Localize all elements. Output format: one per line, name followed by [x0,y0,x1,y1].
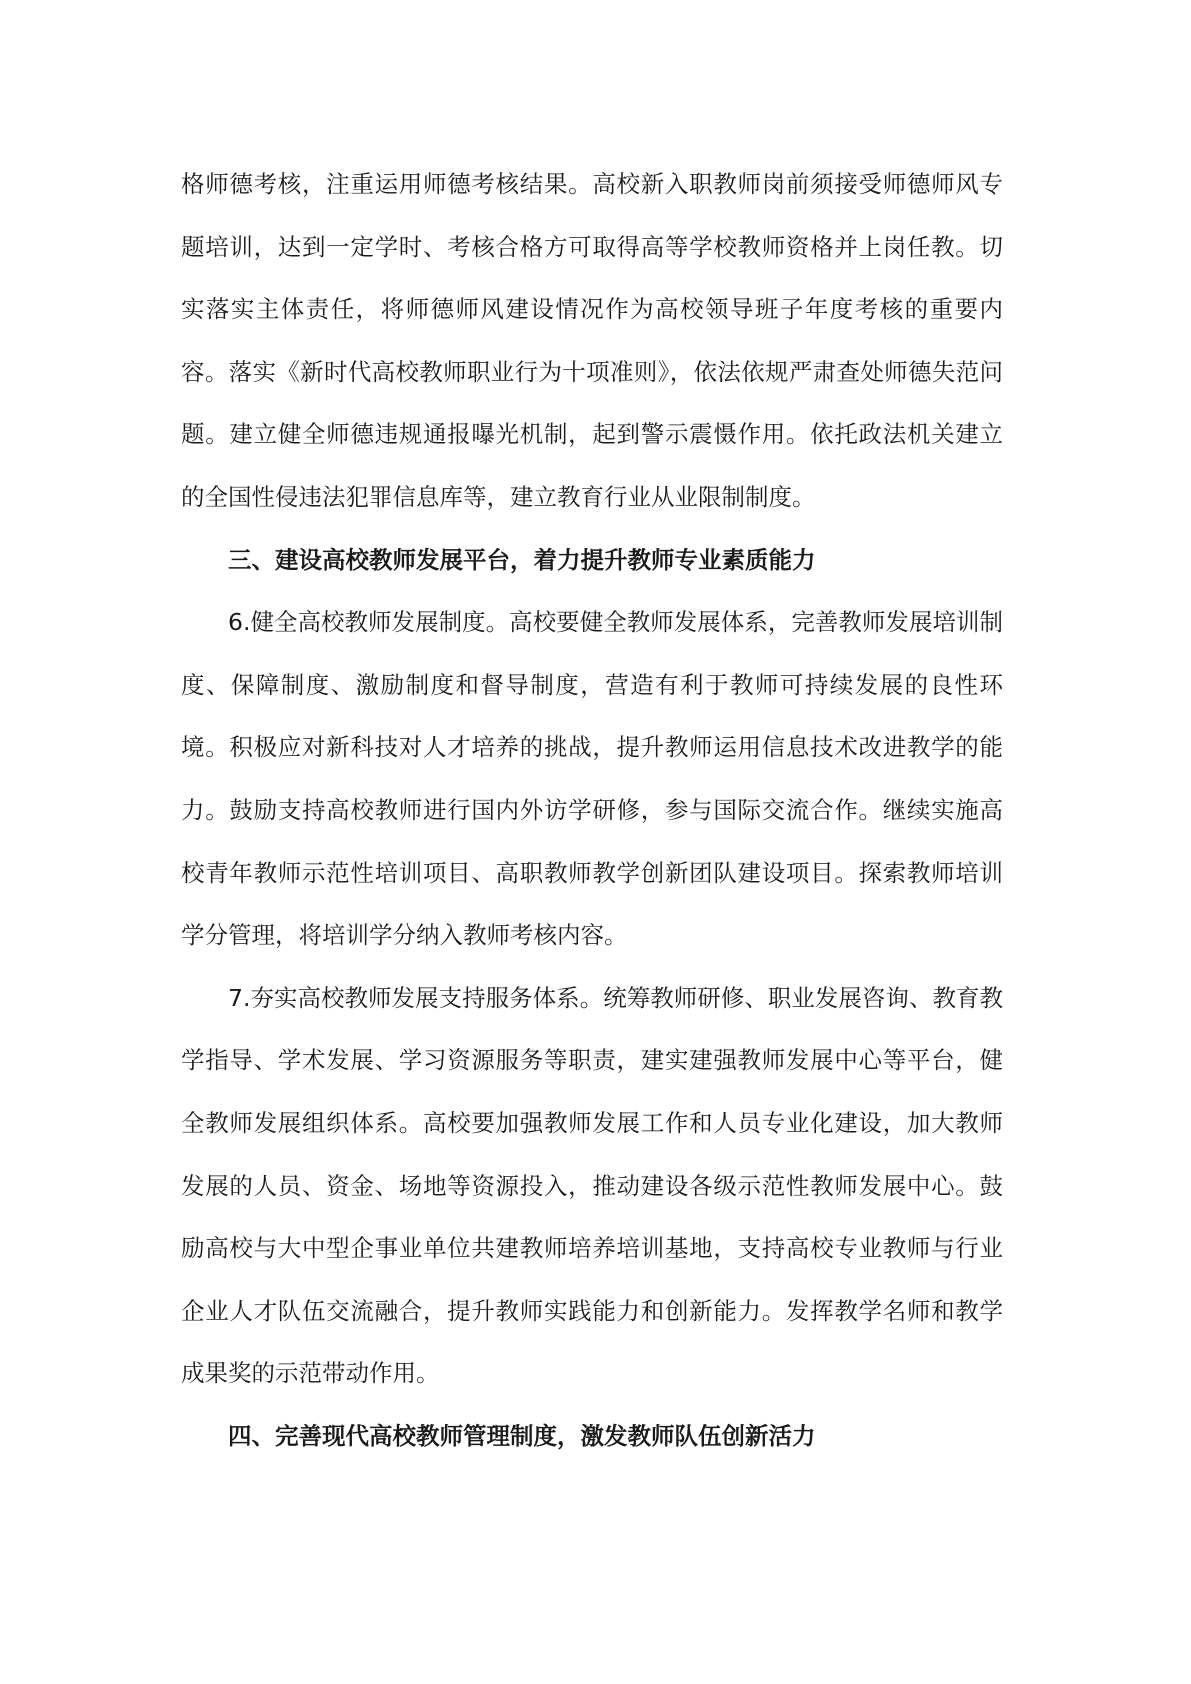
document-body [181,153,1003,1467]
paragraph-item-7: 7.夯实高校教师发展支持服务体系。统筹教师研修、职业发展咨询、教育教学指导、学术发展、学习资源服务等职责，建实建强教师发展中心等平台，健全教师发展组织体系。高校要加强教师发展工作和人员专业化建设，加大教师发展的人员、资金、场地等资源投入，推动建设各级示范性教师发展中心。鼓励高校与大中型企事业单位共建教师培养培训基地，支持高校专业教师与行业企业人才队伍交流融合，提升教师实践能力和创新能力。发挥教学名师和教学成果奖的示范带动作用。 [181,983,1003,1388]
paragraph-ethics-assessment: 格师德考核，注重运用师德考核结果。高校新入职教师岗前须接受师德师风专题培训，达到一定学时、考核合格方可取得高等学校教师资格并上岗任教。切实落实主体责任，将师德师风建设情况作为高校领导班子年度考核的重要内容。落实《新时代高校教师职业行为十项准则》，依法依规严肃查处师德失范问题。建立健全师德违规通报曝光机制，起到警示震慑作用。依托政法机关建立的全国性侵违法犯罪信息库等，建立教育行业从业限制制度。 [181,170,1003,511]
paragraph-item-6: 6.健全高校教师发展制度。高校要健全教师发展体系，完善教师发展培训制度、保障制度、激励制度和督导制度，营造有利于教师可持续发展的良性环境。积极应对新科技对人才培养的挑战，提升教师运用信息技术改进教学的能力。鼓励支持高校教师进行国内外访学研修，参与国际交流合作。继续实施高校青年教师示范性培训项目、高职教师教学创新团队建设项目。探索教师培训学分管理，将培训学分纳入教师考核内容。 [181,608,1003,950]
section-heading-4: 四、完善现代高校教师管理制度，激发教师队伍创新活力 [228,1421,816,1450]
section-heading-3: 三、建设高校教师发展平台，着力提升教师专业素质能力 [228,545,816,574]
